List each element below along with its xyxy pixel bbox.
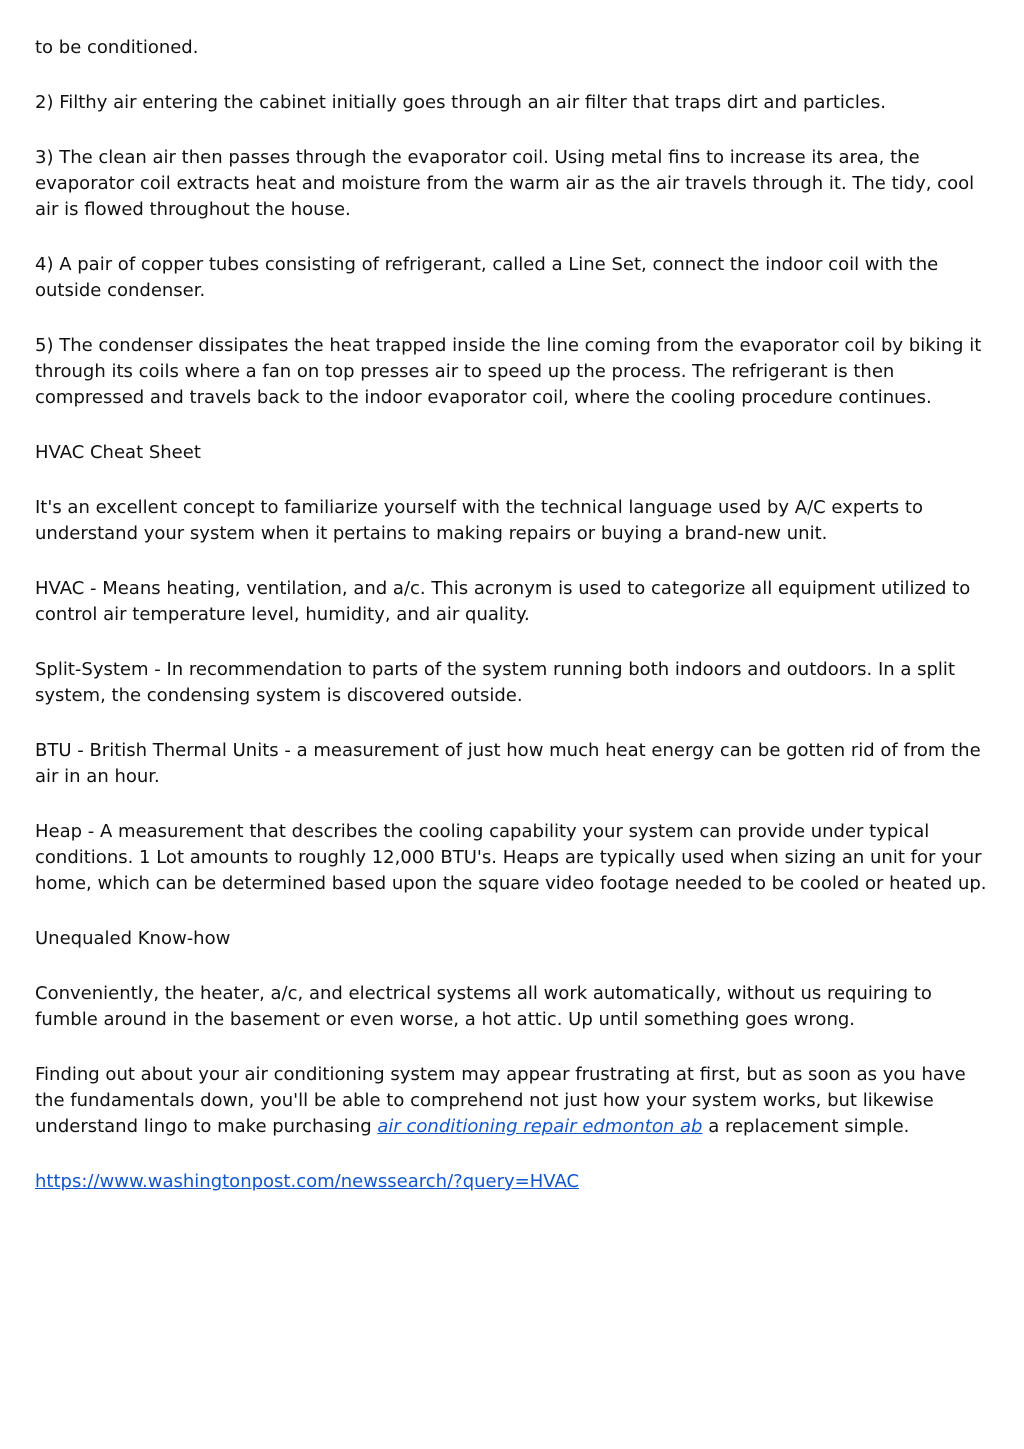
paragraph-continuation: to be conditioned. — [35, 37, 199, 58]
paragraph-step-4: 4) A pair of copper tubes consisting of refrigerant, called a Line Set, connect the indoor coil with the outside condenser. — [35, 254, 939, 301]
section-heading-know-how: Unequaled Know-how — [35, 928, 231, 949]
paragraph-hvac-definition: HVAC - Means heating, ventilation, and a/c. This acronym is used to categorize all equipment utilized to control air temperature level, humidity, and air quality. — [35, 578, 971, 625]
paragraph-step-2: 2) Filthy air entering the cabinet initially goes through an air filter that traps dirt and particles. — [35, 92, 886, 113]
paragraph-conveniently: Conveniently, the heater, a/c, and electrical systems all work automatically, without us requiring to fumble around in the basement or even worse, a hot attic. Up until something goes wrong. — [35, 983, 932, 1030]
inline-link-ac-repair[interactable]: air conditioning repair edmonton ab — [377, 1116, 703, 1137]
paragraph-finding-out — [35, 1062, 995, 1140]
document-body — [35, 35, 995, 1224]
source-link[interactable]: https://www.washingtonpost.com/newssearch/?query=HVAC — [35, 1171, 580, 1192]
paragraph-text-after-link: a replacement simple. — [702, 1116, 910, 1137]
source-link-paragraph — [35, 1169, 995, 1195]
paragraph-heap-definition: Heap - A measurement that describes the cooling capability your system can provide under typical conditions. 1 Lot amounts to roughly 12,000 BTU's. Heaps are typically used when sizing an unit for your home, which can be determined based upon the square video footage needed to be cooled or heated up. — [35, 821, 987, 894]
paragraph-text-before-link: Finding out about your air conditioning system may appear frustrating at first, but as soon as you have the fundamentals down, you'll be able to comprehend not just how your system works, but likewise understand lingo to make purchasing — [35, 1064, 966, 1137]
paragraph-step-3: 3) The clean air then passes through the evaporator coil. Using metal fins to increase its area, the evaporator coil extracts heat and moisture from the warm air as the air travels through it. The tidy, cool air is flowed throughout the house. — [35, 147, 975, 220]
paragraph-cheat-sheet-intro: It's an excellent concept to familiarize yourself with the technical language used by A/C experts to understand your system when it pertains to making repairs or buying a brand-new unit. — [35, 497, 923, 544]
paragraph-btu-definition: BTU - British Thermal Units - a measurement of just how much heat energy can be gotten rid of from the air in an hour. — [35, 740, 981, 787]
paragraph-step-5: 5) The condenser dissipates the heat trapped inside the line coming from the evaporator coil by biking it through its coils where a fan on top presses air to speed up the process. The refrigerant is then compressed and travels back to the indoor evaporator coil, where the cooling procedure continues. — [35, 335, 982, 408]
section-heading-cheat-sheet: HVAC Cheat Sheet — [35, 442, 201, 463]
paragraph-split-system-definition: Split-System - In recommendation to parts of the system running both indoors and outdoors. In a split system, the condensing system is discovered outside. — [35, 659, 955, 706]
